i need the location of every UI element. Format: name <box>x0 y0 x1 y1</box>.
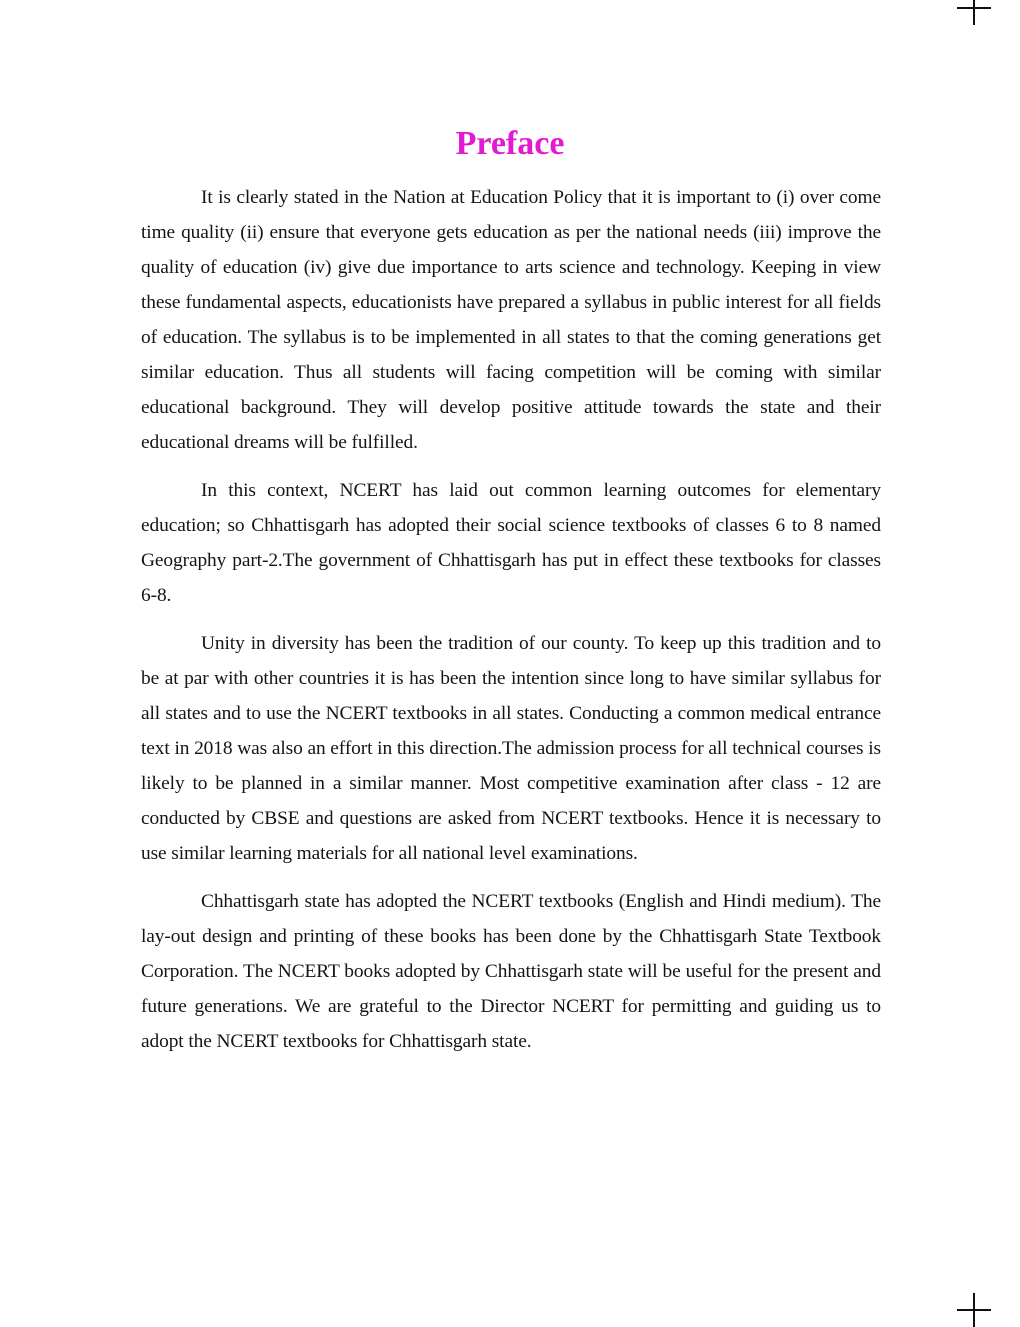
crop-mark-bottom-icon <box>957 1293 991 1327</box>
paragraph-4: Chhattisgarh state has adopted the NCERT textbooks (English and Hindi medium). The lay-out design and printing of these books has been done by the Chhattisgarh State Textbook Corporation. The NCERT books adopted by Chhattisgarh state will be useful for the present and future generations. We are grateful to the Director NCERT for permitting and guiding us to adopt the NCERT textbooks for Chhattisgarh state. <box>141 891 881 1052</box>
paragraph-3: Unity in diversity has been the tradition of our county. To keep up this tradition and to be at par with other countries it is has been the intention since long to have similar syllabus for all states and to use the NCERT textbooks in all states. Conducting a common medical entrance text in 2018 was also an effort in this direction.The admission process for all technical courses is likely to be planned in a similar manner. Most competitive examination after class - 12 are conducted by CBSE and questions are asked from NCERT textbooks. Hence it is necessary to use similar learning materials for all national level examinations. <box>141 633 881 864</box>
paragraph-1: It is clearly stated in the Nation at Education Policy that it is important to (i) over come time quality (ii) ensure that everyone gets education as per the national needs (iii) improve the quality of education (iv) give due importance to arts science and technology. Keeping in view these fundamental aspects, educationists have prepared a syllabus in public interest for all fields of education. The syllabus is to be implemented in all states to that the coming generations get similar education. Thus all students will facing competition will be coming with similar educational background. They will develop positive attitude towards the state and their educational dreams will be fulfilled. <box>141 187 881 453</box>
page-title: Preface <box>455 125 565 162</box>
paragraph-2: In this context, NCERT has laid out common learning outcomes for elementary education; so Chhattisgarh has adopted their social science textbooks of classes 6 to 8 named Geography part-2.The government of Chhattisgarh has put in effect these textbooks for classes 6-8. <box>141 480 881 606</box>
crop-mark-top-icon <box>957 0 991 25</box>
preface-body <box>141 180 881 1072</box>
